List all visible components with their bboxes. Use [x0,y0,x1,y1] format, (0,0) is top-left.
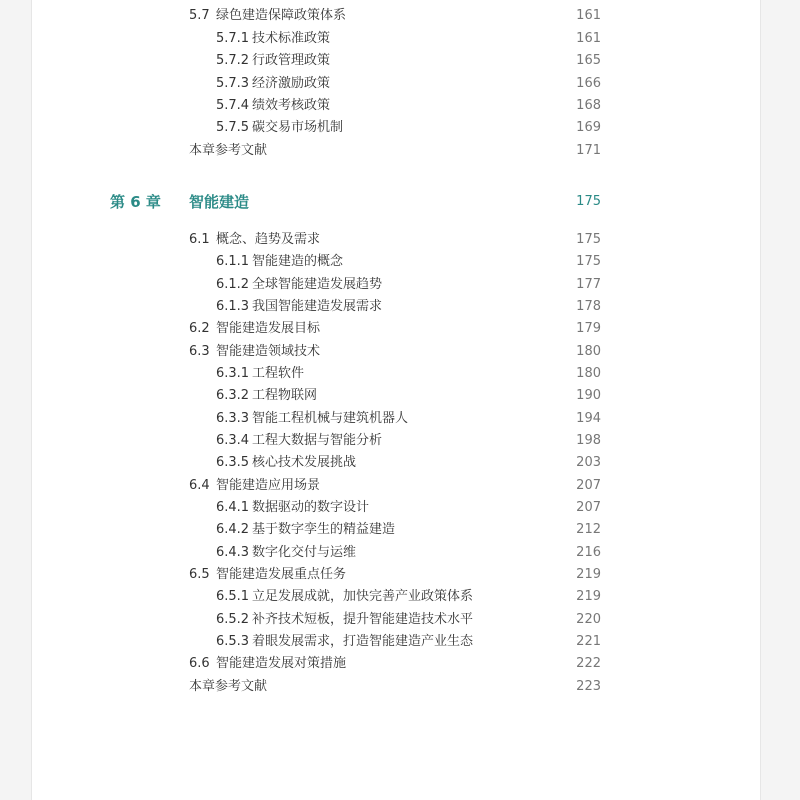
entry-number: 6.1.1 [216,254,250,269]
entry-page: 219 [576,589,601,604]
entry-page: 161 [576,31,601,46]
entry-title: 智能建造的概念 [252,254,344,269]
toc-entry-5-7-5[interactable] [0,117,800,139]
entry-title: 概念、趋势及需求 [216,232,321,247]
entry-page: 207 [576,500,601,515]
entry-page: 190 [576,388,601,403]
entry-number: 6.2 [189,321,210,336]
entry-page: 180 [576,344,601,359]
entry-title: 智能工程机械与建筑机器人 [252,411,409,426]
toc-entry-6-3-4[interactable] [0,430,800,452]
entry-title: 智能建造发展目标 [216,321,321,336]
entry-number: 6.3.4 [216,433,250,448]
toc-entry-5-7-3[interactable] [0,73,800,95]
entry-title: 绩效考核政策 [252,98,331,113]
toc-entry-6-1[interactable] [0,229,800,251]
toc-entry-6-4-3[interactable] [0,542,800,564]
entry-number: 6.5.3 [216,634,250,649]
toc-entry-6-5-3[interactable] [0,631,800,653]
entry-page: 203 [576,455,601,470]
entry-title: 本章参考文献 [189,143,268,158]
entry-number: 5.7.4 [216,98,250,113]
entry-page: 223 [576,679,601,694]
entry-page: 175 [576,254,601,269]
entry-title: 核心技术发展挑战 [252,455,357,470]
toc-entry-6-4-2[interactable] [0,519,800,541]
entry-number: 6.4 [189,478,210,493]
toc-entry-5-7-2[interactable] [0,50,800,72]
entry-page: 219 [576,567,601,582]
entry-title: 我国智能建造发展需求 [252,299,383,314]
entry-page: 222 [576,656,601,671]
entry-title: 绿色建造保障政策体系 [216,8,347,23]
entry-number: 6.3 [189,344,210,359]
entry-page: 161 [576,8,601,23]
entry-title: 工程物联网 [252,388,318,403]
entry-title: 基于数字孪生的精益建造 [252,522,396,537]
entry-title: 工程软件 [252,366,305,381]
entry-number: 6.4.2 [216,522,250,537]
entry-title: 智能建造领域技术 [216,344,321,359]
entry-number: 6.3.5 [216,455,250,470]
entry-title: 数字化交付与运维 [252,545,357,560]
entry-number: 6.1.3 [216,299,250,314]
toc-entry-6-1-3[interactable] [0,296,800,318]
entry-page: 194 [576,411,601,426]
entry-title: 工程大数据与智能分析 [252,433,383,448]
entry-number: 6.5.2 [216,612,250,627]
toc-entry-6-5[interactable] [0,564,800,586]
toc-chapter-6[interactable] [0,191,800,213]
entry-title: 智能建造发展对策措施 [216,656,347,671]
toc-entry-6-3-3[interactable] [0,408,800,430]
chapter-number: 第 6 章 [110,193,161,211]
entry-title: 技术标准政策 [252,31,331,46]
toc-entry-5-7[interactable] [0,5,800,27]
entry-page: 220 [576,612,601,627]
entry-title: 本章参考文献 [189,679,268,694]
toc-entry-6-3-5[interactable] [0,452,800,474]
entry-page: 216 [576,545,601,560]
entry-number: 5.7.2 [216,53,250,68]
toc-entry-references-5[interactable] [0,140,800,162]
entry-page: 207 [576,478,601,493]
entry-number: 6.3.3 [216,411,250,426]
entry-page: 177 [576,277,601,292]
toc-entry-6-1-1[interactable] [0,251,800,273]
toc-entry-6-3-2[interactable] [0,385,800,407]
entry-number: 6.3.1 [216,366,250,381]
entry-title: 经济激励政策 [252,76,331,91]
entry-number: 5.7 [189,8,210,23]
toc-entry-6-4[interactable] [0,475,800,497]
entry-title: 全球智能建造发展趋势 [252,277,383,292]
toc-entry-6-3-1[interactable] [0,363,800,385]
toc-entry-6-1-2[interactable] [0,274,800,296]
entry-title: 行政管理政策 [252,53,331,68]
entry-number: 6.5 [189,567,210,582]
toc-entry-references-6[interactable] [0,676,800,698]
entry-page: 179 [576,321,601,336]
toc-entry-6-2[interactable] [0,318,800,340]
entry-title: 着眼发展需求，打造智能建造产业生态 [252,634,474,649]
entry-number: 5.7.1 [216,31,250,46]
entry-title: 数据驱动的数字设计 [252,500,370,515]
entry-number: 6.5.1 [216,589,250,604]
entry-number: 6.4.3 [216,545,250,560]
entry-title: 智能建造应用场景 [216,478,321,493]
toc-entry-5-7-1[interactable] [0,28,800,50]
toc-entry-6-6[interactable] [0,653,800,675]
entry-page: 169 [576,120,601,135]
chapter-page: 175 [576,194,601,209]
entry-title: 补齐技术短板，提升智能建造技术水平 [252,612,474,627]
entry-page: 175 [576,232,601,247]
entry-page: 212 [576,522,601,537]
entry-number: 6.1.2 [216,277,250,292]
toc-entry-6-3[interactable] [0,341,800,363]
entry-number: 6.3.2 [216,388,250,403]
entry-title: 碳交易市场机制 [252,120,344,135]
entry-page: 165 [576,53,601,68]
entry-title: 立足发展成就，加快完善产业政策体系 [252,589,474,604]
entry-page: 168 [576,98,601,113]
entry-page: 166 [576,76,601,91]
entry-number: 6.4.1 [216,500,250,515]
toc-entry-6-5-1[interactable] [0,586,800,608]
chapter-title: 智能建造 [189,193,250,211]
toc-entry-5-7-4[interactable] [0,95,800,117]
entry-title: 智能建造发展重点任务 [216,567,347,582]
entry-page: 171 [576,143,601,158]
toc-entry-6-5-2[interactable] [0,609,800,631]
entry-page: 178 [576,299,601,314]
entry-number: 6.6 [189,656,210,671]
entry-page: 221 [576,634,601,649]
entry-number: 5.7.3 [216,76,250,91]
entry-number: 6.1 [189,232,210,247]
entry-number: 5.7.5 [216,120,250,135]
entry-page: 198 [576,433,601,448]
entry-page: 180 [576,366,601,381]
toc-entry-6-4-1[interactable] [0,497,800,519]
